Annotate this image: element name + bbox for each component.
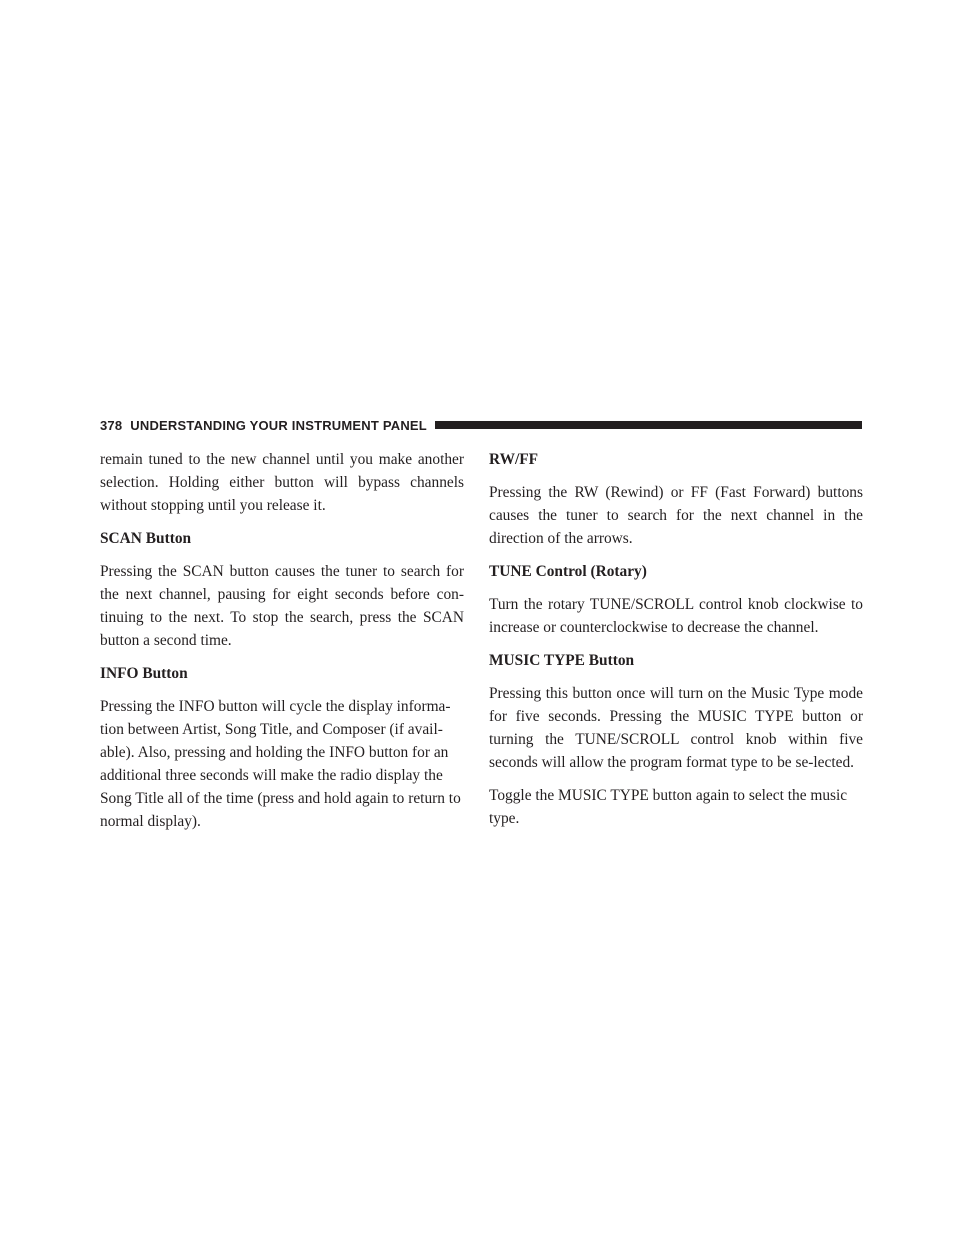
scan-button-text: Pressing the SCAN button causes the tuner to search for the next channel, pausing for eight seconds before con-tinuing to the next. To stop the search, press the SCAN button a second time. bbox=[100, 563, 464, 649]
music-type-text: Pressing this button once will turn on the Music Type mode for five seconds. Pressing the MUSIC TYPE button or turning the TUNE/SCROLL control knob within five seconds will allow the program format type to be se-lected. bbox=[489, 685, 863, 771]
music-type-heading: MUSIC TYPE Button bbox=[489, 652, 635, 669]
tune-control-heading: TUNE Control (Rotary) bbox=[489, 563, 647, 580]
page-number: 378 bbox=[100, 417, 123, 433]
rwff-heading: RW/FF bbox=[489, 451, 539, 468]
info-button-text: Pressing the INFO button will cycle the display informa-tion between Artist, Song Title, and Composer (if avail-able). Also, pressing and holding the INFO button for an additional three seconds will make the radio display the Song Title all of the time (press and hold again to return to normal display). bbox=[100, 698, 461, 830]
page-header bbox=[100, 418, 862, 432]
left-column bbox=[100, 448, 464, 843]
music-type-toggle-text: Toggle the MUSIC TYPE button again to select the music type. bbox=[489, 787, 848, 827]
continuation-paragraph: remain tuned to the new channel until you make another selection. Holding either button will bypass channels without stopping until you release it. bbox=[100, 451, 464, 514]
header-rule bbox=[435, 421, 862, 429]
info-button-heading: INFO Button bbox=[100, 665, 188, 682]
right-column bbox=[489, 448, 863, 840]
rwff-text: Pressing the RW (Rewind) or FF (Fast Forward) buttons causes the tuner to search for the next channel in the direction of the arrows. bbox=[489, 484, 863, 547]
scan-button-heading: SCAN Button bbox=[100, 530, 192, 547]
section-title: UNDERSTANDING YOUR INSTRUMENT PANEL bbox=[130, 417, 427, 433]
tune-control-text: Turn the rotary TUNE/SCROLL control knob clockwise to increase or counterclockwise to decrease the channel. bbox=[489, 596, 863, 636]
